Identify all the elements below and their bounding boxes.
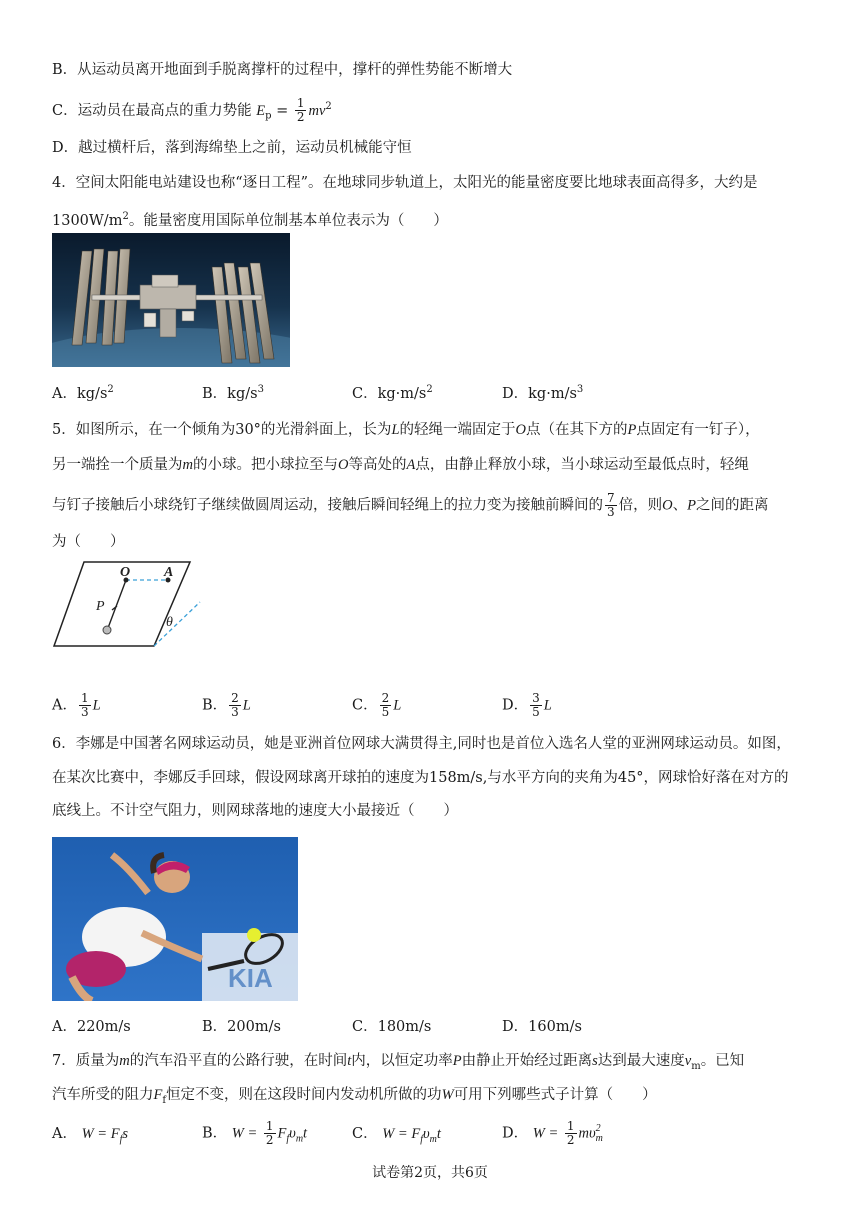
q6-stem-line2: 在某次比赛中，李娜反手回球，假设网球离开球拍的速度为158m/s,与水平方向的夹角为45°，网球恰好落在对方的	[52, 770, 789, 786]
q4-stem-line2: $1300W/m^2$。能量密度用国际单位制基本单位表示为（ ）	[52, 211, 448, 229]
q3-ep-sub: p	[265, 110, 272, 122]
label-p: P	[96, 599, 105, 614]
label-theta: θ	[166, 615, 173, 630]
q6-option-c: C．180m/s	[352, 1019, 432, 1035]
svg-text:KIA: KIA	[228, 963, 273, 993]
incline-figure	[50, 558, 210, 652]
q7-option-c: C． $W = F_f\upsilon_mt$	[352, 1126, 441, 1145]
q7-stem-line1: 7．质量为m的汽车沿平直的公路行驶，在时间t内，以恒定功率P由静止开始经过距离s达到最大速度$v_m$。已知	[52, 1053, 745, 1072]
small-ball	[103, 626, 111, 634]
q5-stem-line3: 与钉子接触后小球绕钉子继续做圆周运动，接触后瞬间轻绳上的拉力变为接触前瞬间的 $\frac{7}{3}$ 倍，则O、P之间的距离	[52, 491, 769, 519]
q3-option-c-text: C．运动员在最高点的重力势能	[52, 102, 252, 119]
q3-option-c	[52, 97, 332, 127]
q4-stem-line1: 4．空间太阳能电站建设也称“逐日工程”。在地球同步轨道上，太阳光的能量密度要比地球表面高得多，大约是	[52, 175, 758, 191]
q3-option-d: D．越过横杆后，落到海绵垫上之前，运动员机械能守恒	[52, 140, 412, 156]
q7-option-d: D． W = $\frac{1}{2}$ mυ 2 m	[502, 1119, 603, 1147]
q5-stem-line2: 另一端拴一个质量为m的小球。把小球拉至与O等高处的A点，由静止释放小球，当小球运动至最低点时，轻绳	[52, 457, 749, 473]
q3-option-b: B．从运动员离开地面到手脱离撑杆的过程中，撑杆的弹性势能不断增大	[52, 62, 513, 78]
q6-option-d: D．160m/s	[502, 1019, 582, 1035]
rope	[108, 580, 126, 628]
q7-option-a: A． $W = F_fs$	[52, 1126, 129, 1145]
q5-option-b: B． $\frac{2}{3}$ L	[202, 691, 251, 719]
q6-stem-line3: 底线上。不计空气阻力，则网球落地的速度大小最接近（ ）	[52, 803, 458, 819]
q3-ep-symbol: E	[256, 102, 266, 119]
space-station-image	[52, 233, 290, 367]
q5-stem-line4: 为（ ）	[52, 534, 125, 550]
q3-mv-sup: 2	[325, 101, 332, 112]
q5-stem-line1: 5．如图所示，在一个倾角为30°的光滑斜面上，长为L的轻绳一端固定于O点（在其下方的P点固定有一钉子），	[52, 422, 760, 438]
q4-option-b: B．$kg/s^3$	[202, 384, 264, 402]
q7-option-b: B． W = $\frac{1}{2}$ $F_f\upsilon_mt$	[202, 1119, 308, 1147]
q3-mv: mv	[308, 102, 326, 119]
q5-option-c: C． $\frac{2}{5}$ L	[352, 691, 402, 719]
q7-stem-line2: 汽车所受的阻力$F_f$恒定不变，则在这段时间内发动机所做的功W可用下列哪些式子计算（ ）	[52, 1087, 657, 1106]
tennis-player-image	[52, 837, 298, 1001]
q6-stem-line1: 6．李娜是中国著名网球运动员，她是亚洲首位网球大满贯得主,同时也是首位入选名人堂的亚洲网球运动员。如图，	[52, 736, 791, 752]
q4-option-c: C．$kg\cdot m/s^2$	[352, 384, 433, 402]
label-a: A	[164, 565, 174, 580]
incline-reference-line	[154, 602, 200, 646]
q6-option-a: A．220m/s	[52, 1019, 131, 1035]
q5-seven-thirds: $\frac{7}{3}$	[607, 491, 615, 519]
q3-half-fraction: $\frac{1}{2}$	[296, 96, 305, 125]
q5-option-d: D． $\frac{3}{5}$ L	[502, 691, 552, 719]
label-o: O	[120, 565, 131, 580]
q6-option-b: B．200m/s	[202, 1019, 281, 1035]
q4-option-a: A．$kg/s^2$	[52, 384, 114, 402]
page-footer: 试卷第2页，共6页	[372, 1165, 488, 1181]
q3-eq: =	[276, 102, 289, 119]
q4-option-d: D．$kg\cdot m/s^3$	[502, 384, 584, 402]
q5-option-a: A． $\frac{1}{3}$ L	[52, 691, 101, 719]
